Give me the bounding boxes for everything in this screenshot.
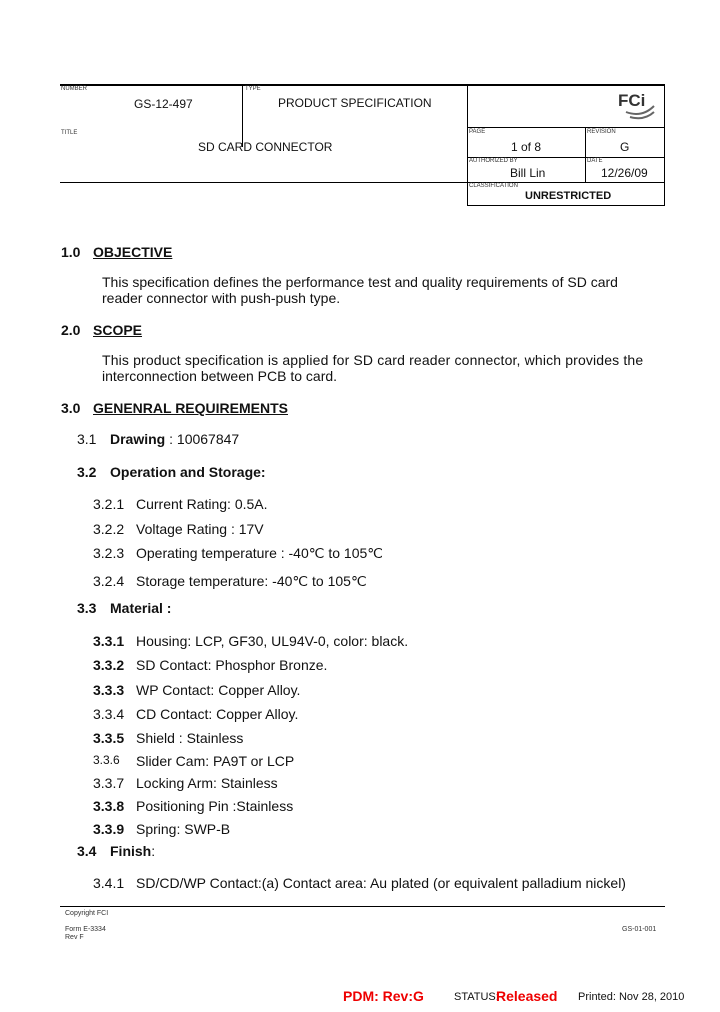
drawing-line [110,431,239,447]
item-number: 3.2.3 [93,545,125,561]
classification: UNRESTRICTED [525,190,612,202]
item-number: 3.3.7 [93,775,125,791]
colon: : [151,843,156,859]
footer-doc-number: GS-01-001 [622,926,657,933]
item-text: Operating temperature : -40℃ to 105℃ [136,545,384,561]
item-text: Storage temperature: -40℃ to 105℃ [136,573,367,589]
divider [242,85,243,147]
divider [60,182,665,183]
item-number: 3.3.1 [93,633,125,649]
divider [467,205,665,206]
item-number: 3.3.5 [93,730,125,746]
item-number: 3.3.8 [93,798,125,814]
subsection-heading: Operation and Storage: [110,464,266,480]
subsection-heading: Material : [110,600,172,616]
subsection-number: 3.4 [77,843,97,859]
pdm-revision: PDM: Rev:G [343,988,424,1004]
item-text: WP Contact: Copper Alloy. [136,682,301,698]
section-heading: OBJECTIVE [93,244,173,260]
title-label: TITLE [61,130,78,136]
item-number: 3.2.4 [93,573,125,589]
form-rev: Rev F [65,934,84,941]
page-number: 1 of 8 [511,140,542,154]
fci-logo [616,88,658,124]
subsection-number: 3.1 [77,431,97,447]
date: 12/26/09 [601,166,648,180]
item-number: 3.3.4 [93,706,125,722]
paragraph-line: interconnection between PCB to card. [102,368,338,384]
item-number: 3.2.1 [93,496,125,512]
classification-label: CLASSIFICATION [469,183,518,189]
item-text: Housing: LCP, GF30, UL94V-0, color: black. [136,633,409,649]
item-text: SD/CD/WP Contact:(a) Contact area: Au plated (or equivalent palladium nickel) [136,875,626,891]
item-text: Spring: SWP-B [136,821,231,837]
paragraph-line: This product specification is applied for SD card reader connector, which provides the [102,352,644,368]
item-text: Slider Cam: PA9T or LCP [136,753,295,769]
item-text: CD Contact: Copper Alloy. [136,706,299,722]
doc-number: GS-12-497 [134,97,193,111]
section-number: 1.0 [61,244,81,260]
item-text: SD Contact: Phosphor Bronze. [136,657,328,673]
revision-label: REVISION [587,129,616,135]
copyright: Copyright FCI [65,910,109,917]
section-number: 2.0 [61,322,81,338]
section-number: 3.0 [61,400,81,416]
divider [664,85,665,206]
doc-type: PRODUCT SPECIFICATION [278,96,432,110]
footer-divider [60,906,665,907]
item-text: Current Rating: 0.5A. [136,496,268,512]
divider [467,85,468,206]
form-number: Form E-3334 [65,926,106,933]
number-label: NUMBER [61,86,88,92]
section-heading: GENENRAL REQUIREMENTS [93,400,288,416]
svg-text:FCi: FCi [618,91,646,110]
item-number: 3.3.3 [93,682,125,698]
divider [467,127,665,128]
finish-title: Finish [110,843,152,859]
author: Bill Lin [510,166,546,180]
paragraph-line: reader connector with push-push type. [102,290,341,306]
item-number: 3.3.2 [93,657,125,673]
item-number: 3.3.6 [93,753,120,767]
revision: G [620,140,630,154]
date-label: DATE [587,158,603,164]
divider [585,127,586,182]
page-label: PAGE [469,129,486,135]
subsection-number: 3.2 [77,464,97,480]
paragraph-line: This specification defines the performance test and quality requirements of SD card [102,274,618,290]
divider [60,84,665,86]
item-number: 3.4.1 [93,875,125,891]
author-label: AUTHORIZED BY [469,158,518,164]
subsection-number: 3.3 [77,600,97,616]
drawing-label: Drawing [110,431,166,447]
finish-heading [110,843,155,859]
item-number: 3.2.2 [93,521,125,537]
item-text: Shield : Stainless [136,730,244,746]
item-text: Positioning Pin :Stainless [136,798,294,814]
status-label: STATUS: [454,991,499,1003]
section-heading: SCOPE [93,322,143,338]
item-number: 3.3.9 [93,821,125,837]
status-value: Released [496,988,558,1004]
type-label: TYPE [245,86,261,92]
item-text: Locking Arm: Stainless [136,775,278,791]
item-text: Voltage Rating : 17V [136,521,264,537]
printed-date: Printed: Nov 28, 2010 [578,991,685,1003]
doc-title: SD CARD CONNECTOR [198,140,333,154]
drawing-number: : 10067847 [169,431,240,447]
